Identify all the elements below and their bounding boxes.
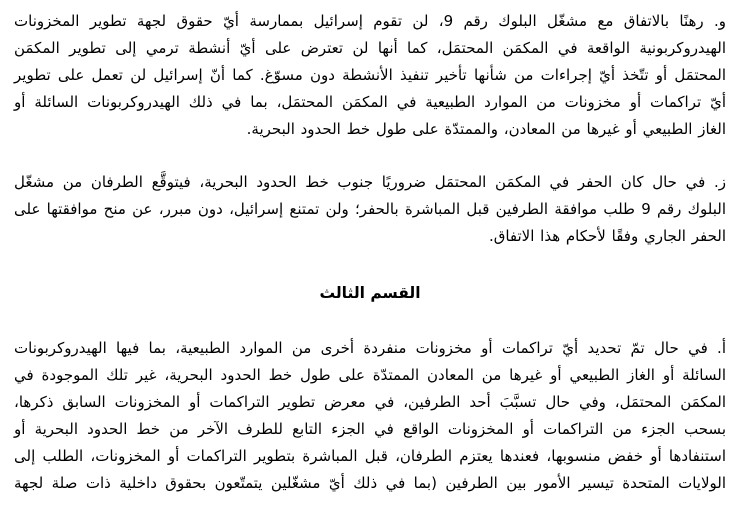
paragraph-clause-zay [14,169,726,250]
section-heading: القسم الثالث [319,284,421,302]
text-line: و. رهنًا بالاتفاق مع مشغّل البلوك رقم 9، لن تقوم إسرائيل بممارسة أيّ حقوق لجهة تطوير المخزونات [14,12,726,30]
text-line: المحتمَل أو تتّخذ أيّ إجراءات من شأنها تأخير تنفيذ الأنشطة دون مسوّغ. كما أنّ إسرائيل لن تعمل على تطوير [14,66,726,84]
text-line: البلوك رقم 9 طلب موافقة الطرفين قبل المباشرة بالحفر؛ ولن تمتنع إسرائيل، دون مبرر، عن منح موافقتها على [14,200,726,218]
text-line: ز. في حال كان الحفر في المكمَن المحتمَل ضروريًا جنوب خط الحدود البحرية، فيتوقَّع الطرفان من مشغّل [14,173,726,191]
text-line: السائلة أو الغاز الطبيعي أو غيرها من المعادن الممتدّة على طول خط الحدود البحرية، غير تلك الموجودة في [14,366,726,384]
text-line: أيّ تراكمات أو مخزونات من الموارد الطبيعية في المكمَن المحتمَل، بما في ذلك الهيدروكربونات السائلة أو [14,93,726,111]
text-line: الغاز الطبيعي أو غيرها من المعادن، والممتدّة على طول خط الحدود البحرية. [246,120,726,138]
paragraph-clause-waw [14,8,726,143]
text-line: الهيدروكربونية الواقعة في المكمَن المحتمَل، كما أنها لن تعترض على أيّ أنشطة ترمي إلى تطوير المكمَن [14,39,726,57]
text-line: الولايات المتحدة تيسير الأمور بين الطرفين (بما في ذلك أيّ مشغّلين يتمتّعون بحقوق داخلية ذات صلة لجهة [14,474,726,492]
text-line: المكمَن المحتمَل، وفي حال تسبَّبَ أحد الطرفين، في معرض تطوير التراكمات أو المخزونات السابق ذكرها، [14,393,726,411]
text-line: بسحب الجزء من التراكمات أو المخزونات الواقع في الجزء التابع للطرف الآخر من خط الحدود البحرية أو [14,420,726,438]
paragraph-clause-alif [14,335,726,497]
text-line: أ. في حال تمّ تحديد أيّ تراكمات أو مخزونات منفردة أخرى من الموارد الطبيعية، بما فيها الهيدروكربونات [14,339,726,357]
text-line: الحفر الجاري وفقًا لأحكام هذا الاتفاق. [488,227,726,245]
text-line: استنفادها أو خفض منسوبها، فعندها يعتزم الطرفان، قبل المباشرة بتطوير التراكمات أو المخزونات، الطلب إلى [14,447,726,465]
